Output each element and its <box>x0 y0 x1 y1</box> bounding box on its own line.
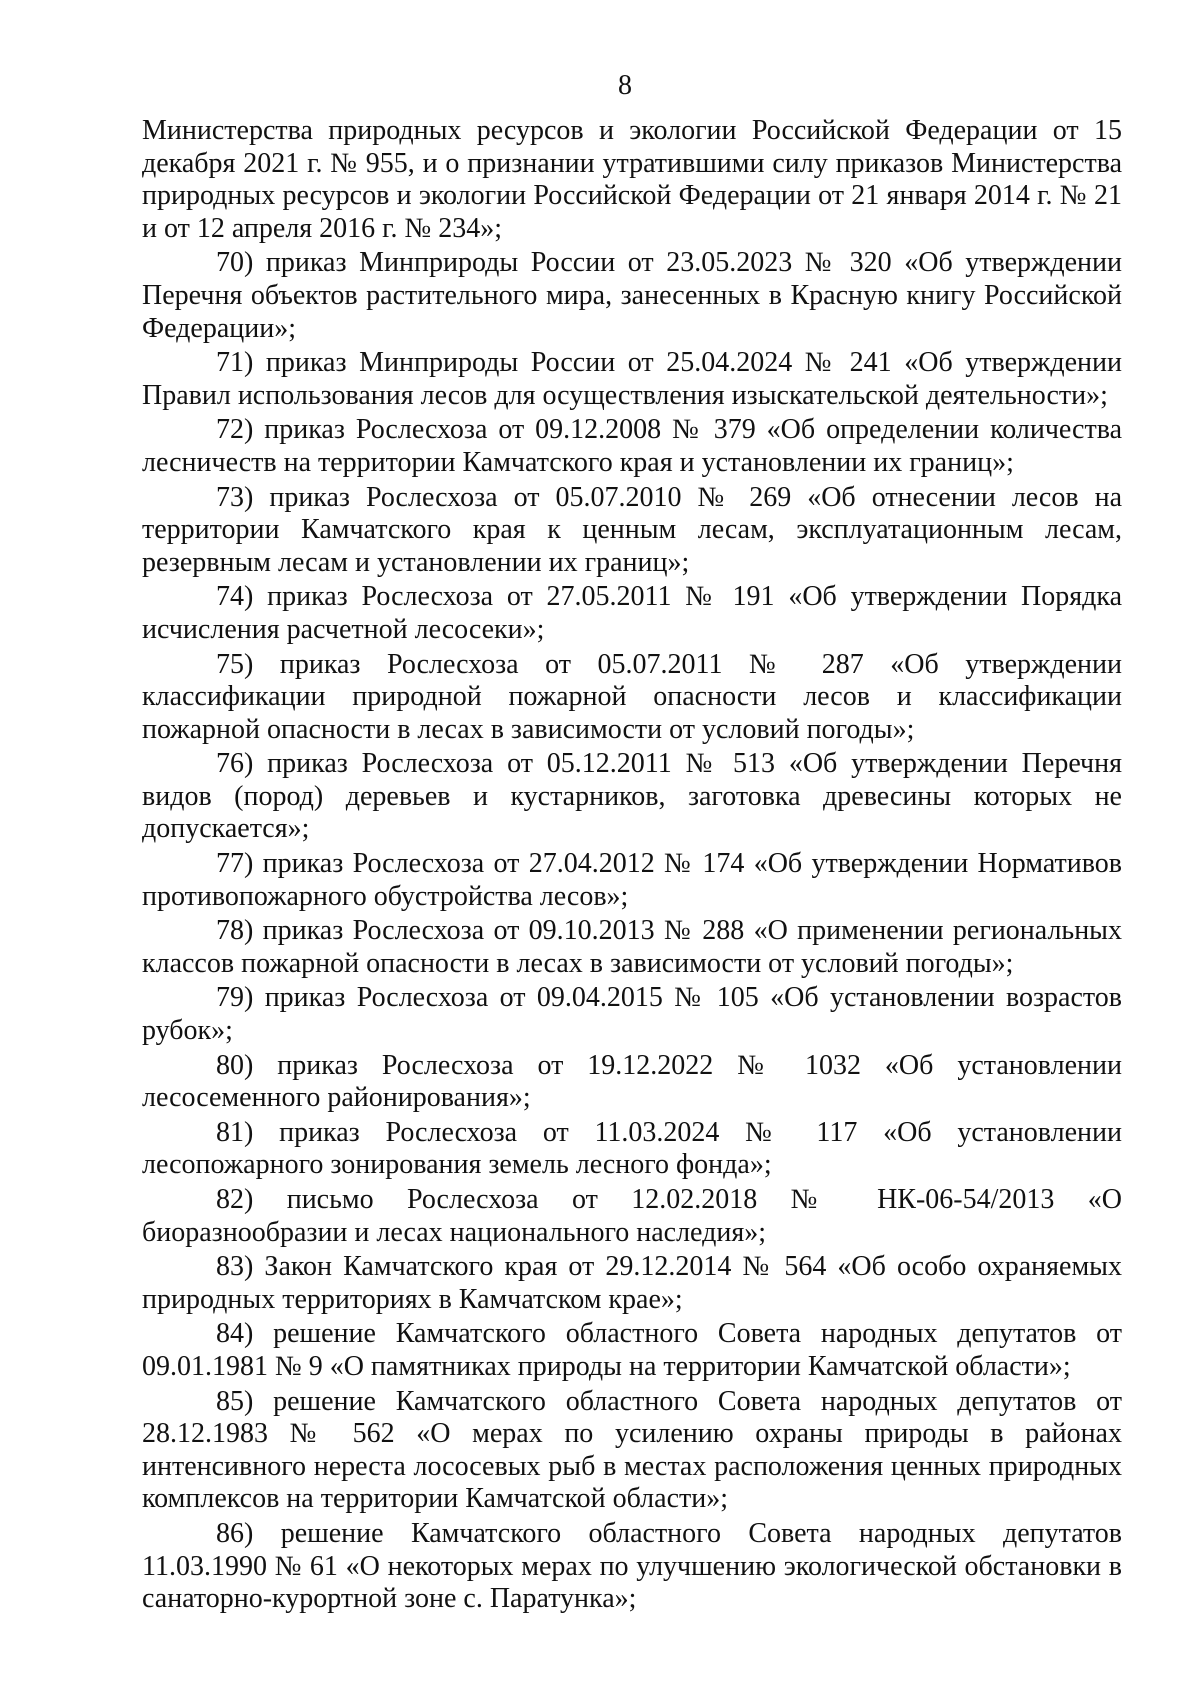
paragraph-continuation: Министерства природных ресурсов и экологии Российской Федерации от 15 декабря 2021 г. № 955, и о признании утратившими силу приказов Министерства природных ресурсов и экологии Российской Федерации от 21 января 2014 г. № 21 и от 12 апреля 2016 г. № 234»; <box>142 115 1122 244</box>
list-item-78: 78) приказ Рослесхоза от 09.10.2013 № 288 «О применении региональных классов пожарной опасности в лесах в зависимости от условий погоды»; <box>142 915 1122 979</box>
list-item-72: 72) приказ Рослесхоза от 09.12.2008 № 379 «Об определении количества лесничеств на территории Камчатского края и установлении их границ»; <box>142 414 1122 478</box>
list-item-83: 83) Закон Камчатского края от 29.12.2014 № 564 «Об особо охраняемых природных территориях в Камчатском крае»; <box>142 1251 1122 1315</box>
list-item-75: 75) приказ Рослесхоза от 05.07.2011 № 287 «Об утверждении классификации природной пожарной опасности лесов и классификации пожарной опасности в лесах в зависимости от условий погоды»; <box>142 648 1122 745</box>
list-item-85: 85) решение Камчатского областного Совета народных депутатов от 28.12.1983 № 562 «О мерах по усилению охраны природы в районах интенсивного нереста лососевых рыб в местах расположения ценных природных комплексов на территории Камчатской области»; <box>142 1385 1122 1515</box>
list-item-71: 71) приказ Минприроды России от 25.04.2024 № 241 «Об утверждении Правил использования лесов для осуществления изыскательской деятельности»; <box>142 347 1122 411</box>
page-number: 8 <box>618 70 632 101</box>
list-item-70: 70) приказ Минприроды России от 23.05.2023 № 320 «Об утверждении Перечня объектов растительного мира, занесенных в Красную книгу Российской Федерации»; <box>142 247 1122 344</box>
list-item-80: 80) приказ Рослесхоза от 19.12.2022 № 1032 «Об установлении лесосеменного районирования»; <box>142 1049 1122 1114</box>
list-item-76: 76) приказ Рослесхоза от 05.12.2011 № 513 «Об утверждении Перечня видов (пород) деревьев и кустарников, заготовка древесины которых не допускается»; <box>142 748 1122 845</box>
list-item-73: 73) приказ Рослесхоза от 05.07.2010 № 269 «Об отнесении лесов на территории Камчатского края к ценным лесам, эксплуатационным лесам, резервным лесам и установлении их границ»; <box>142 481 1122 578</box>
list-item-79: 79) приказ Рослесхоза от 09.04.2015 № 105 «Об установлении возрастов рубок»; <box>142 982 1122 1047</box>
list-item-74: 74) приказ Рослесхоза от 27.05.2011 № 191 «Об утверждении Порядка исчисления расчетной лесосеки»; <box>142 581 1122 645</box>
list-item-86: 86) решение Камчатского областного Совета народных депутатов 11.03.1990 № 61 «О некоторых мерах по улучшению экологической обстановки в санаторно-курортной зоне с. Паратунка»; <box>142 1517 1122 1615</box>
list-item-84: 84) решение Камчатского областного Совета народных депутатов от 09.01.1981 № 9 «О памятниках природы на территории Камчатской области»; <box>142 1318 1122 1382</box>
list-item-77: 77) приказ Рослесхоза от 27.04.2012 № 174 «Об утверждении Нормативов противопожарного обустройства лесов»; <box>142 848 1122 912</box>
list-item-81: 81) приказ Рослесхоза от 11.03.2024 № 117 «Об установлении лесопожарного зонирования земель лесного фонда»; <box>142 1116 1122 1181</box>
list-item-82: 82) письмо Рослесхоза от 12.02.2018 № НК-06-54/2013 «О биоразнообразии и лесах национального наследия»; <box>142 1184 1122 1248</box>
document-body <box>142 115 1122 1618</box>
